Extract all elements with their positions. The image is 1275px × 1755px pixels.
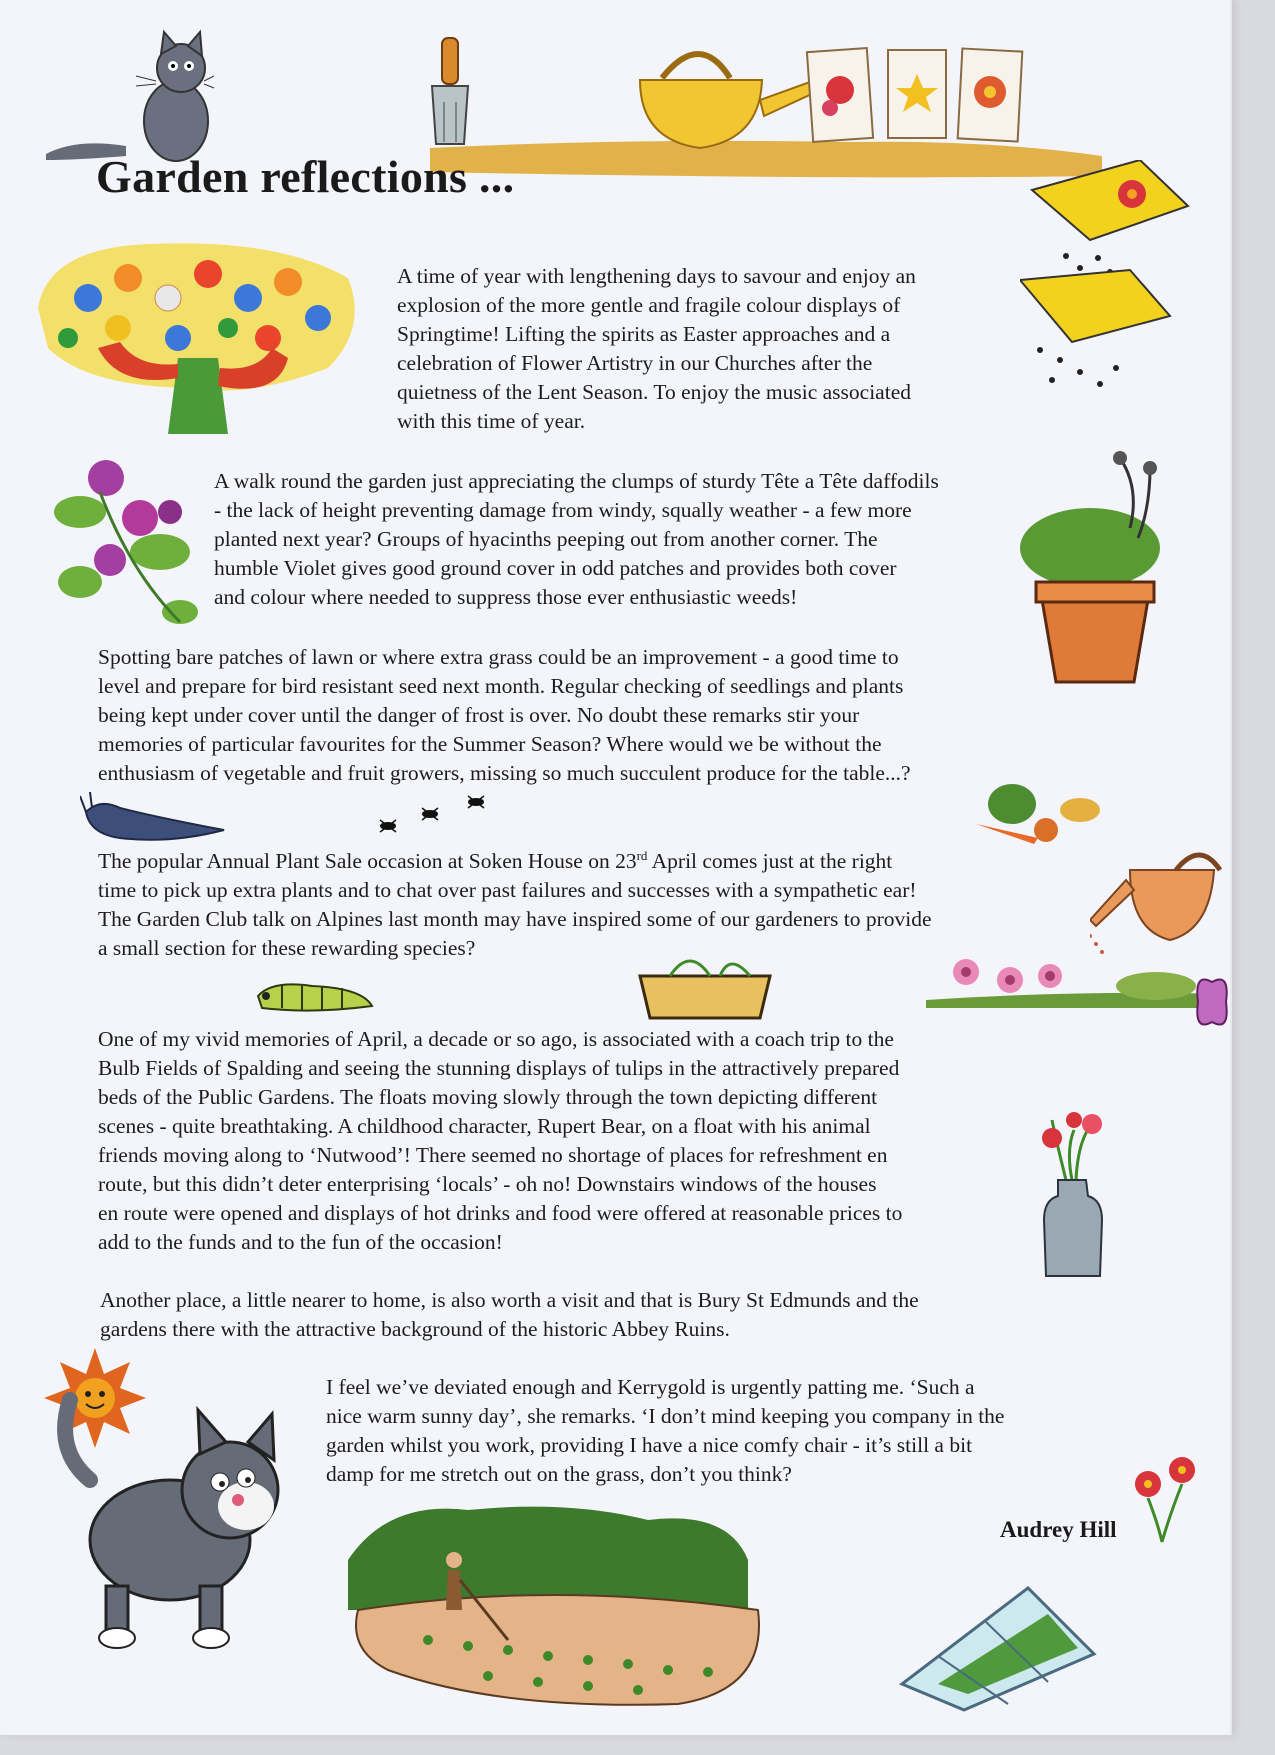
ants-icon: [372, 788, 502, 838]
flower-bouquet-icon: [28, 238, 368, 438]
cold-frame-icon: [898, 1584, 1098, 1714]
paragraph-plant-sale: [98, 847, 1078, 963]
violet-icon: [40, 452, 210, 632]
paragraph-lawn: Spotting bare patches of lawn or where extra grass could be an improvement - a good time to level and prepare for bird resistant seed next month. Regular checking of seedlings and plants being kept under cover until the danger of frost is over. No doubt these remarks stir your memories of particular favourites for the Summer Season? Where would we be without the enthusiasm of vegetable and fruit growers, missing so much succulent produce for the table...?: [98, 645, 911, 785]
paragraph-spalding: One of my vivid memories of April, a decade or so ago, is associated with a coach trip to the Bulb Fields of Spalding and seeing the stunning displays of tulips in the attractively prepared beds of the Public Gardens. The floats moving slowly through the town depicting different scenes - quite breathtaking. A childhood character, Rupert Bear, on a float with his animal friends moving along to ‘Nutwood’! There seemed no shortage of places for refreshment en route, but this didn’t deter enterprising ‘locals’ - oh no! Downstairs windows of the houses en route were opened and displays of hot drinks and food were offered at reasonable prices to add to the funds and to the fun of the occasion!: [98, 1027, 903, 1254]
cat-icon: [36, 26, 216, 166]
paragraph-springtime: A time of year with lengthening days to savour and enjoy an explosion of the more gentle and fragile colour displays of Springtime! Lifting the spirits as Easter approaches and a celebration of Flower Artistry in our Churches after the quietness of the Lent Season. To enjoy the music associated with this time of year.: [397, 264, 916, 433]
paragraph-garden-walk: A walk round the garden just appreciating the clumps of sturdy Tête a Tête daffodils - the lack of height preventing damage from windy, squally weather - a few more planted next year? Groups of hyacinths peeping out from another corner. The humble Violet gives good ground cover in odd patches and provides both cover and colour where needed to suppress those ever enthusiastic weeds!: [214, 469, 939, 609]
plant-sale-text-end: April comes just at the right time to pick up extra plants and to chat over past failures and successes with a sympathetic ear! The Garden Club talk on Alpines last month may have inspired some of our gardeners to provide a small section for these rewarding species?: [98, 849, 932, 960]
watering-can-icon: [430, 30, 1110, 180]
paragraph-bury-st-edmunds: Another place, a little nearer to home, is also worth a visit and that is Bury St Edmunds and the gardens there with the attractive background of the historic Abbey Ruins.: [100, 1288, 919, 1341]
seed-packet-icon: [1020, 160, 1190, 400]
garden-scene-icon: [348, 1500, 768, 1710]
author-signature: Audrey Hill: [1000, 1517, 1117, 1542]
vegetables-icon: [968, 780, 1108, 850]
slug-icon: [80, 788, 230, 848]
cat-icon: [50, 1390, 310, 1650]
watering-can-icon: [1090, 840, 1230, 960]
ordinal-suffix: rd: [636, 847, 648, 863]
page-title: Garden reflections ...: [96, 151, 515, 202]
paragraph-kerrygold: I feel we’ve deviated enough and Kerrygold is urgently patting me. ‘Such a nice warm sunny day’, she remarks. ‘I don’t mind keeping you company in the garden whilst you work, providing I have a nice comfy chair - it’s still a bit damp for me stretch out on the grass, don’t you think?: [326, 1375, 1005, 1486]
caterpillar-icon: [252, 976, 376, 1016]
plant-sale-text-start: The popular Annual Plant Sale occasion at Soken House on 23: [98, 849, 637, 873]
butterfly-icon: [1194, 972, 1230, 1042]
